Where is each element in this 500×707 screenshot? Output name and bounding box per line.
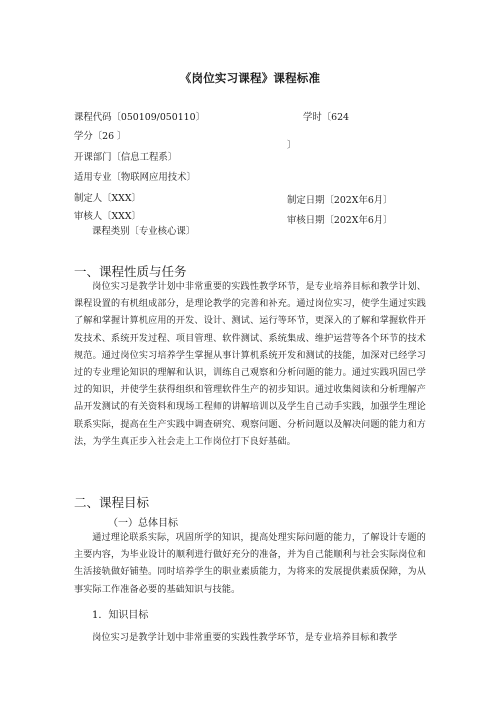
knowledge-goal-paragraph: 岗位实习是教学计划中非常重要的实践性教学环节，是专业培养目标和教学 <box>92 633 398 643</box>
course-credits: 学分〔26 〕 <box>74 131 127 142</box>
course-code: 课程代码〔050109/050110〕 <box>74 112 205 123</box>
date-reviewed: 审核日期〔202X年6月〕 <box>287 215 393 226</box>
overall-goal-heading: （一）总体目标 <box>108 518 178 529</box>
document-title: 《岗位实习课程》课程标准 <box>179 71 321 85</box>
overall-goal-paragraph: 通过理论联系实际，巩固所学的知识，提高处理实际问题的能力，了解设计专题的主要内容，为毕业设计的顺利进行做好充分的准备，并为自己能顺利与社会实际岗位和生活接轨做好铺垫。同时培养学生的职业素质能力，为将来的发展提供素质保障，为从事实际工作准备必要的基础知识与技能。 <box>74 533 426 595</box>
author: 制定人〔XXX〕 <box>74 193 141 204</box>
reviewer: 审核人〔XXX〕 <box>74 211 141 222</box>
course-hours-close: 〕 <box>287 140 297 151</box>
section1-paragraph: 岗位实习是教学计划中非常重要的实践性教学环节，是专业培养目标和教学计划、课程设置的有机组成部分，是理论教学的完善和补充。通过岗位实习，使学生通过实践了解和掌握计算机应用的开发、设计、测试、运行等环节，更深入的了解和掌握软件开发技术、系统开发过程、项目管理、软件测试、系统集成、维护运营等各个环节的技术规范。通过岗位实习培养学生掌握从事计算机系统开发和测试的技能，加深对已经学习过的专业理论知识的理解和认识，训练自己观察和分析问题的能力。通过实践巩固已学过的知识，并使学生获得组织和管理软件生产的初步知识。通过收集阅读和分析理解产品开发测试的有关资料和现场工程师的讲解培训以及学生自己动手实践，加强学生理论联系实际，提高在生产实践中调查研究、观察问题、分析问题以及解决问题的能力和方法，为学生真正步入社会走上工作岗位打下良好基础。 <box>74 282 426 447</box>
section1-heading: 一、课程性质与任务 <box>74 264 187 279</box>
course-category: 课程类别〔专业核心课〕 <box>92 226 196 237</box>
section2-heading: 二、课程目标 <box>74 495 150 510</box>
date-made: 制定日期〔202X年6月〕 <box>287 195 393 206</box>
applicable-major: 适用专业〔物联网应用技术〕 <box>74 172 196 183</box>
offering-department: 开课部门〔信息工程系〕 <box>74 152 178 163</box>
course-hours: 学时〔624 <box>303 112 350 123</box>
knowledge-goal-heading: 1．知识目标 <box>92 610 149 621</box>
